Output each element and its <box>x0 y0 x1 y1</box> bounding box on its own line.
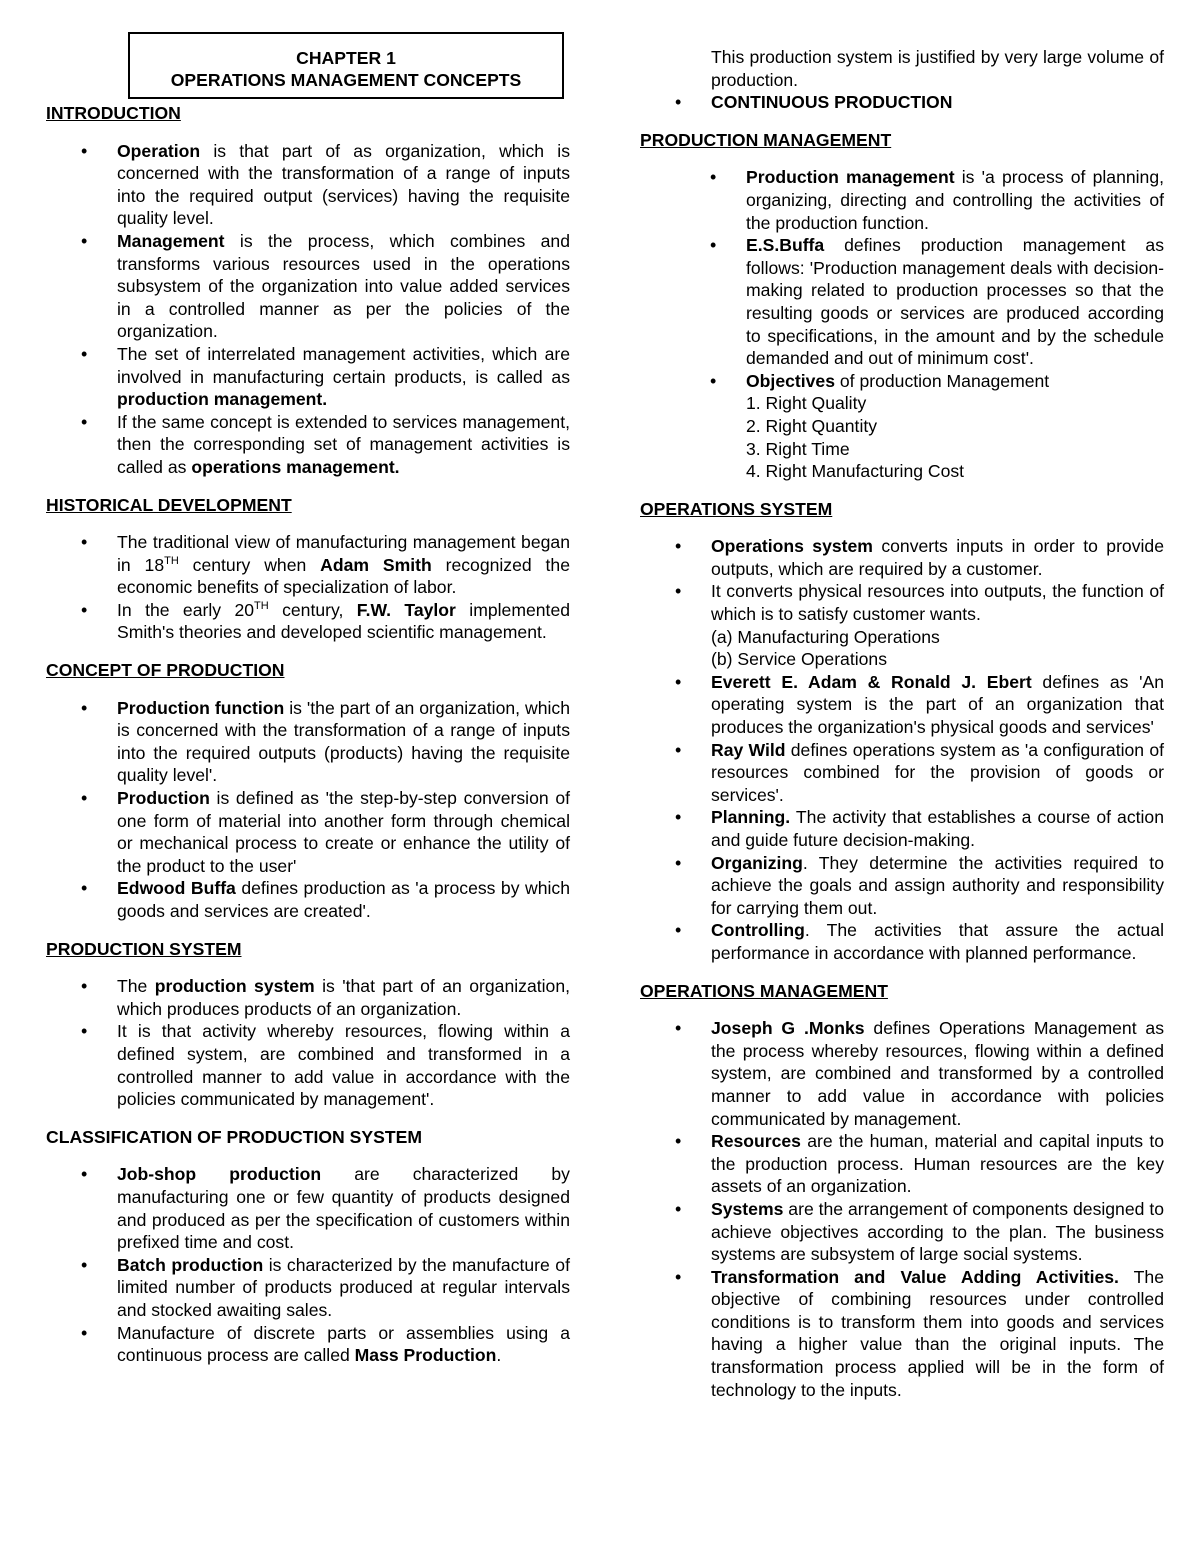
list-item: • Production management is 'a process of planning, organizing, directing and controlling the activities of the production function. <box>640 166 1164 234</box>
continuous-production-list <box>640 91 1164 114</box>
heading-production-system: PRODUCTION SYSTEM <box>46 938 242 959</box>
list-item: • Organizing. They determine the activities required to achieve the goals and assign authority and responsibility for carrying them out. <box>640 852 1164 920</box>
list-item: • Production function is 'the part of an organization, which is concerned with the transformation of a range of inputs into the required outputs (products) having the requisite quality level'. <box>46 697 570 787</box>
list-item: • The traditional view of manufacturing management began in 18TH century when Adam Smith recognized the economic benefits of specialization of labor. <box>46 531 570 599</box>
mass-production-continued: This production system is justified by very large volume of production. <box>711 47 1164 90</box>
list-item: • Management is the process, which combines and transforms various resources used in the operations subsystem of the organization into value added services in a controlled manner as per the policies of the organization. <box>46 230 570 343</box>
chapter-number: CHAPTER 1 <box>296 48 396 68</box>
heading-classification: CLASSIFICATION OF PRODUCTION SYSTEM <box>46 1126 422 1147</box>
heading-concept-of-production: CONCEPT OF PRODUCTION <box>46 660 285 681</box>
list-item: • Job-shop production are characterized by manufacturing one or few quantity of products designed and produced as per the specification of customers within prefixed time and cost. <box>46 1163 570 1253</box>
list-item: • Ray Wild defines operations system as 'a configuration of resources combined for the provision of goods or services'. <box>640 739 1164 807</box>
list-item: • Manufacture of discrete parts or assemblies using a continuous process are called Mass Production. <box>46 1322 570 1367</box>
list-item: • E.S.Buffa defines production management as follows: 'Production management deals with decision-making related to production processes so that the resulting goods or services are produced according to specifications, in the amount and by the schedule demanded and out of minimum cost'. <box>640 234 1164 370</box>
list-item: • Batch production is characterized by the manufacture of limited number of products produced at regular intervals and stocked awaiting sales. <box>46 1254 570 1322</box>
list-item: • If the same concept is extended to services management, then the corresponding set of management activities is called as operations management. <box>46 411 570 479</box>
list-item: • Objectives of production Management <box>640 370 1164 393</box>
list-item: • Controlling. The activities that assure the actual performance in accordance with planned performance. <box>640 919 1164 964</box>
list-item: • It is that activity whereby resources, flowing within a defined system, are combined and transformed in a controlled manner to add value in accordance with the policies communicated by management'. <box>46 1020 570 1110</box>
list-item: • Resources are the human, material and capital inputs to the production process. Human resources are the key assets of an organization. <box>640 1130 1164 1198</box>
list-item: • Transformation and Value Adding Activities. The objective of combining resources under controlled conditions is to transform them into goods and services having a higher value than the original inputs. The transformation process applied will be in the form of technology to the inputs. <box>640 1266 1164 1402</box>
list-item: • In the early 20TH century, F.W. Taylor implemented Smith's theories and developed scientific management. <box>46 599 570 644</box>
list-item: • Operations system converts inputs in order to provide outputs, which are required by a customer. <box>640 535 1164 580</box>
chapter-title: OPERATIONS MANAGEMENT CONCEPTS <box>170 70 522 90</box>
list-item: • Planning. The activity that establishes a course of action and guide future decision-making. <box>640 806 1164 851</box>
list-item: • It converts physical resources into outputs, the function of which is to satisfy customer wants. <box>640 580 1164 625</box>
objective-item: 1. Right Quality <box>746 393 867 414</box>
list-item: • Everett E. Adam & Ronald J. Ebert defines as 'An operating system is the part of an organization that produces the organization's physical goods and services' <box>640 671 1164 739</box>
concept-list <box>46 697 570 923</box>
operations-management-list <box>640 1017 1164 1401</box>
introduction-list <box>46 140 570 479</box>
objective-item: 4. Right Manufacturing Cost <box>746 461 965 482</box>
heading-operations-management: OPERATIONS MANAGEMENT <box>640 980 888 1001</box>
production-system-list <box>46 975 570 1111</box>
sub-item: (a) Manufacturing Operations <box>711 626 940 647</box>
list-item: • Operation is that part of as organization, which is concerned with the transformation of a range of inputs into the required output (services) having the requisite quality level. <box>46 140 570 230</box>
heading-production-management: PRODUCTION MANAGEMENT <box>640 129 892 150</box>
list-item: • The production system is 'that part of an organization, which produces products of an organization. <box>46 975 570 1020</box>
operations-system-list <box>640 535 1164 964</box>
left-column <box>46 32 570 1367</box>
list-item: • The set of interrelated management activities, which are involved in manufacturing certain products, is called as production management. <box>46 343 570 411</box>
heading-introduction: INTRODUCTION <box>46 103 181 123</box>
list-item: • CONTINUOUS PRODUCTION <box>640 91 1164 114</box>
classification-list <box>46 1163 570 1366</box>
list-item: • Joseph G .Monks defines Operations Management as the process whereby resources, flowing within a defined system, are combined and transformed by a controlled manner to add value in accordance with policies communicated by management. <box>640 1017 1164 1130</box>
historical-list <box>46 531 570 644</box>
right-column <box>640 46 1164 1401</box>
list-item: • Production is defined as 'the step-by-step conversion of one form of material into another form through chemical or mechanical process to create or enhance the utility of the product to the user' <box>46 787 570 877</box>
objective-item: 2. Right Quantity <box>746 415 878 436</box>
objective-item: 3. Right Time <box>746 438 850 459</box>
chapter-title-box <box>128 32 564 99</box>
heading-historical-development: HISTORICAL DEVELOPMENT <box>46 494 292 515</box>
heading-operations-system: OPERATIONS SYSTEM <box>640 498 833 519</box>
list-item: • Edwood Buffa defines production as 'a process by which goods and services are created'. <box>46 877 570 922</box>
list-item: • Systems are the arrangement of components designed to achieve objectives according to the plan. The business systems are subsystem of large social systems. <box>640 1198 1164 1266</box>
production-management-list <box>640 166 1164 482</box>
sub-item: (b) Service Operations <box>711 649 888 670</box>
